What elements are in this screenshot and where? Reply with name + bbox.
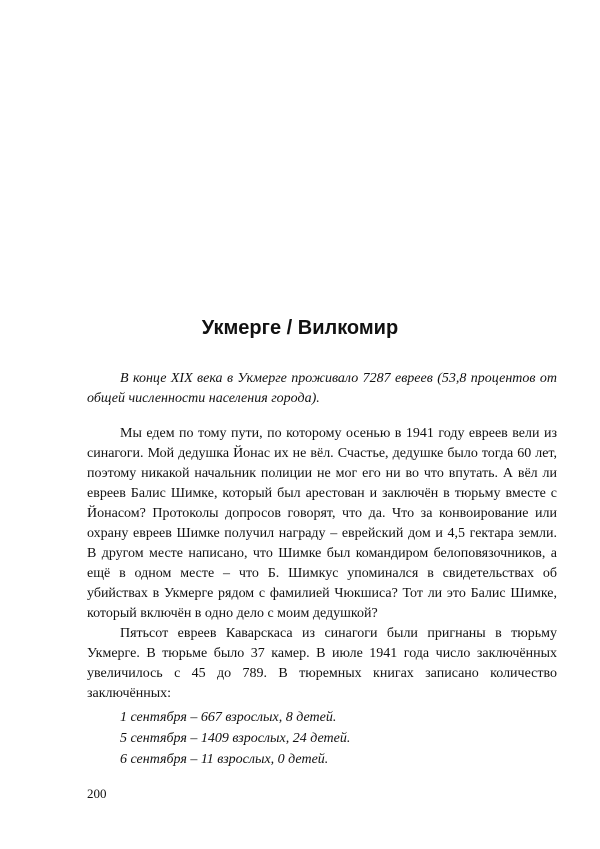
epigraph-text: В конце XIX века в Укмерге проживало 7287 евреев (53,8 процентов от общей численности населения города).: [87, 371, 557, 406]
list-item: 1 сентября – 667 взрослых, 8 детей.: [120, 710, 337, 725]
epigraph: [87, 369, 557, 409]
page-number: 200: [87, 786, 107, 801]
list-item: 6 сентября – 11 взрослых, 0 детей.: [120, 752, 329, 767]
body-text: [87, 424, 557, 704]
paragraph: Мы едем по тому пути, по которому осенью в 1941 году евреев вели из синагоги. Мой дедушка Йонас их не вёл. Счастье, дедушке было тогда 60 лет, поэтому никакой начальник полиции не мог его ни во что впутать. А вёл ли евреев Балис Шимке, который был арестован и заключён в тюрьму вместе с Йонасом? Протоколы допросов говорят, что да. Что за конвоирование или охрану евреев Шимке получил награду – еврейский дом и 4,5 гектара земли. В другом месте написано, что Шимке был командиром белоповязочников, а ещё в одном месте – что Б. Шимкус упоминался в свидетельствах об убийствах в Укмерге рядом с фамилией Чюкшиса? Тот ли это Балис Шимке, который включён в одно дело с моим дедушкой?: [87, 426, 557, 621]
paragraph: Пятьсот евреев Каварскаса из синагоги были пригнаны в тюрьму Укмерге. В тюрьме было 37 камер. В июле 1941 года число заключённых увеличилось с 45 до 789. В тюремных книгах записано количество заключённых:: [87, 626, 557, 701]
list-item: 5 сентября – 1409 взрослых, 24 детей.: [120, 731, 351, 746]
prisoner-count-list: [120, 707, 350, 770]
chapter-title: Укмерге / Вилкомир: [201, 317, 399, 339]
